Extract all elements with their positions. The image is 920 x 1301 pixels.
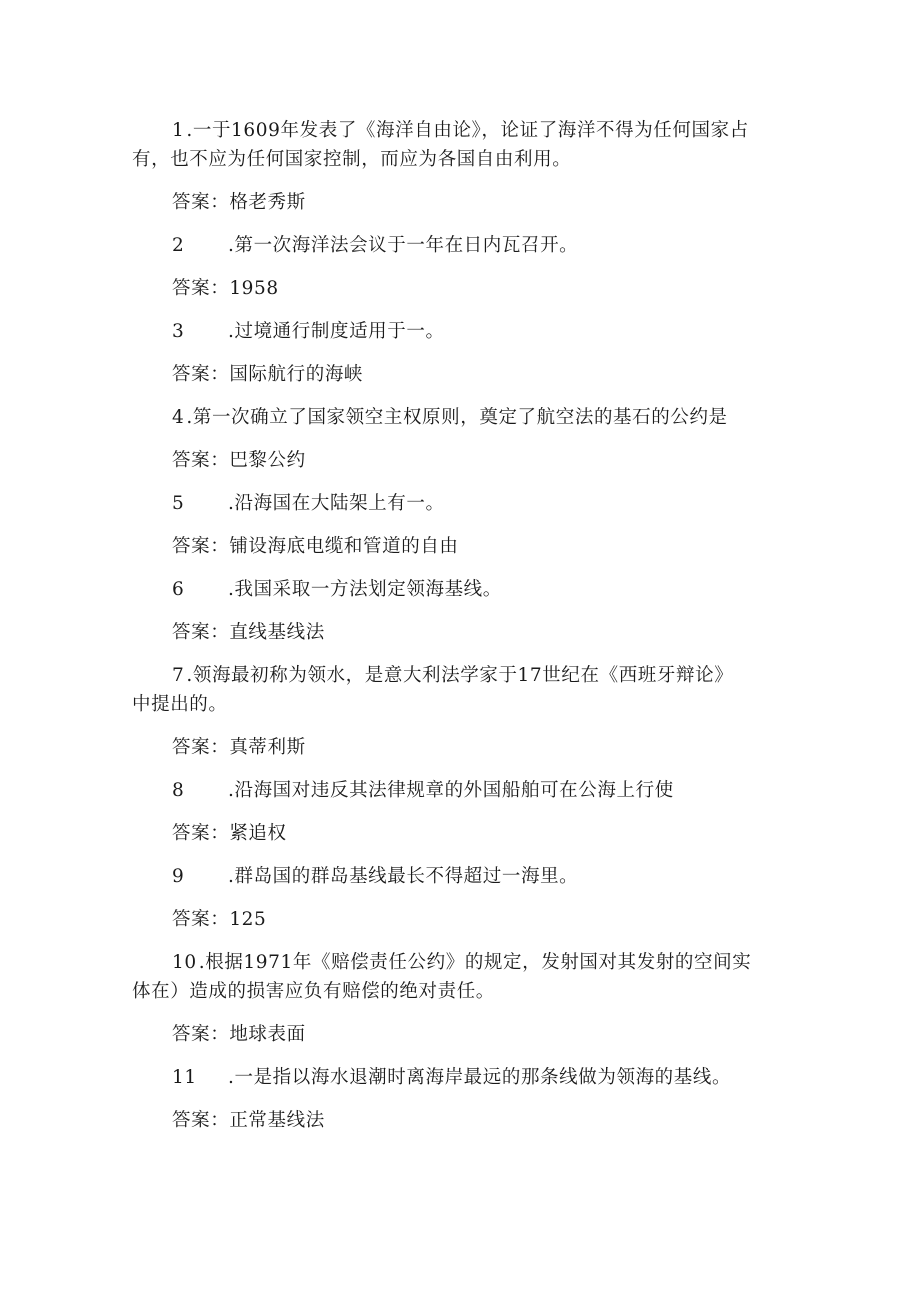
- answer-label: 答案：: [172, 1110, 230, 1131]
- question-number: 8: [172, 780, 185, 801]
- question-number: 2: [172, 235, 185, 256]
- answer-value: 铺设海底电缆和管道的自由: [229, 536, 459, 557]
- question-number: 5: [172, 493, 185, 514]
- question-line: .领海最初称为领水，是意大利法学家于17世纪在《西班牙辩论》: [186, 665, 734, 686]
- question-text: [132, 661, 802, 690]
- answer-label: 答案：: [172, 909, 230, 930]
- question-line: .我国采取一方法划定领海基线。: [228, 579, 502, 600]
- question-text: [132, 776, 802, 805]
- answer-value: 真蒂利斯: [229, 737, 306, 758]
- answer-label: 答案：: [172, 622, 230, 643]
- answer-value: 直线基线法: [229, 622, 325, 643]
- answer-line: [132, 733, 802, 762]
- question-item: [132, 317, 802, 389]
- answer-label: 答案：: [172, 192, 230, 213]
- question-item: [132, 116, 802, 217]
- question-item: [132, 1063, 802, 1135]
- answer-value: 巴黎公约: [229, 450, 306, 471]
- question-item: [132, 948, 802, 1049]
- question-number: 11: [172, 1067, 197, 1088]
- question-item: [132, 403, 802, 475]
- question-number: 3: [172, 321, 185, 342]
- question-line: 体在）造成的损害应负有赔偿的绝对责任。: [132, 981, 495, 1002]
- question-text: [132, 231, 802, 260]
- question-number: 6: [172, 579, 185, 600]
- question-line: .一于1609年发表了《海洋自由论》，论证了海洋不得为任何国家占: [186, 120, 749, 141]
- answer-line: [132, 188, 802, 217]
- question-line: .过境通行制度适用于一。: [228, 321, 445, 342]
- answer-line: [132, 1020, 802, 1049]
- answer-label: 答案：: [172, 450, 230, 471]
- answer-label: 答案：: [172, 737, 230, 758]
- answer-value: 正常基线法: [229, 1110, 325, 1131]
- answer-line: [132, 360, 802, 389]
- question-item: [132, 776, 802, 848]
- answer-label: 答案：: [172, 364, 230, 385]
- question-line: 中提出的。: [132, 694, 228, 715]
- question-line: .根据1971年《赔偿责任公约》的规定，发射国对其发射的空间实: [198, 952, 752, 973]
- question-item: [132, 489, 802, 561]
- question-item: [132, 661, 802, 762]
- answer-line: [132, 905, 802, 934]
- answer-value: 紧追权: [229, 823, 287, 844]
- question-item: [132, 862, 802, 934]
- answer-line: [132, 819, 802, 848]
- question-item: [132, 575, 802, 647]
- answer-value: 地球表面: [229, 1024, 306, 1045]
- question-number: 4: [172, 407, 185, 428]
- question-item: [132, 231, 802, 303]
- question-number: 9: [172, 866, 185, 887]
- question-text: [132, 948, 802, 977]
- question-text: [132, 116, 802, 145]
- answer-line: [132, 446, 802, 475]
- question-number: 7: [172, 665, 185, 686]
- question-line: .群岛国的群岛基线最长不得超过一海里。: [228, 866, 579, 887]
- answer-line: [132, 1106, 802, 1135]
- answer-line: [132, 274, 802, 303]
- question-line: .沿海国在大陆架上有一。: [228, 493, 445, 514]
- answer-label: 答案：: [172, 823, 230, 844]
- question-text: [132, 403, 802, 432]
- question-text-continued: [132, 690, 802, 719]
- question-line: .第一次确立了国家领空主权原则，奠定了航空法的基石的公约是: [186, 407, 728, 428]
- answer-label: 答案：: [172, 278, 230, 299]
- answer-line: [132, 618, 802, 647]
- question-text: [132, 317, 802, 346]
- question-text-continued: [132, 145, 802, 174]
- question-line: .第一次海洋法会议于一年在日内瓦召开。: [228, 235, 579, 256]
- question-number: 10: [172, 952, 197, 973]
- answer-line: [132, 532, 802, 561]
- answer-value: 125: [229, 909, 267, 930]
- answer-value: 格老秀斯: [229, 192, 306, 213]
- question-text: [132, 862, 802, 891]
- question-text: [132, 1063, 802, 1092]
- question-line: 有，也不应为任何国家控制，而应为各国自由利用。: [132, 149, 572, 170]
- question-text: [132, 489, 802, 518]
- answer-label: 答案：: [172, 536, 230, 557]
- question-line: .一是指以海水退潮时离海岸最远的那条线做为领海的基线。: [228, 1067, 732, 1088]
- answer-value: 国际航行的海峡: [229, 364, 364, 385]
- answer-value: 1958: [229, 278, 279, 299]
- question-text-continued: [132, 977, 802, 1006]
- question-number: 1: [172, 120, 185, 141]
- question-text: [132, 575, 802, 604]
- question-list: [132, 116, 802, 1135]
- answer-label: 答案：: [172, 1024, 230, 1045]
- question-line: .沿海国对违反其法律规章的外国船舶可在公海上行使: [228, 780, 674, 801]
